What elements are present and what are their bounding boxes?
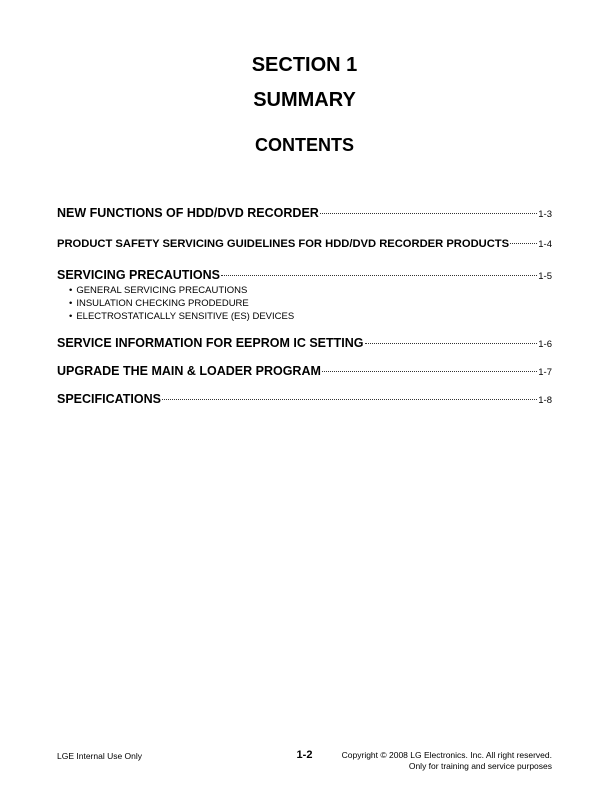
toc-entry-title: NEW FUNCTIONS OF HDD/DVD RECORDER <box>57 206 319 220</box>
toc-subitem-list <box>69 284 552 323</box>
summary-title: SUMMARY <box>253 89 356 111</box>
footer-internal-use: LGE Internal Use Only <box>57 751 143 761</box>
section-title: SECTION 1 <box>251 54 358 76</box>
toc-group-servicing-precautions <box>57 268 552 323</box>
toc-subitem-label: ELECTROSTATICALLY SENSITIVE (ES) DEVICES <box>76 311 295 322</box>
bullet-icon: • <box>69 285 73 296</box>
copyright-line-1: Copyright © 2008 LG Electronics. Inc. All right reserved. <box>341 750 552 760</box>
bullet-icon: • <box>69 298 73 309</box>
toc-entry-page: 1-4 <box>538 239 552 250</box>
toc-entry-page: 1-6 <box>538 339 552 350</box>
toc-entry-page: 1-5 <box>538 271 552 282</box>
toc-entry-specifications[interactable] <box>57 392 552 406</box>
toc-entry-servicing-precautions[interactable] <box>57 268 552 282</box>
toc-entry-new-functions[interactable] <box>57 206 552 220</box>
bullet-icon: • <box>69 311 73 322</box>
toc-subitem-label: INSULATION CHECKING PRODEDURE <box>76 298 249 309</box>
toc-entry-title: SERVICE INFORMATION FOR EEPROM IC SETTING <box>57 336 364 350</box>
toc-subitem[interactable] <box>69 297 552 310</box>
toc-entry-title: SPECIFICATIONS <box>57 392 161 406</box>
toc-entry-page: 1-7 <box>538 367 552 378</box>
toc-entry-product-safety[interactable] <box>57 238 552 250</box>
contents-title: CONTENTS <box>255 135 354 155</box>
toc-entry-title: PRODUCT SAFETY SERVICING GUIDELINES FOR HDD/DVD RECORDER PRODUCTS <box>57 238 510 250</box>
dot-leader <box>510 243 537 244</box>
copyright-line-2: Only for training and service purposes <box>408 761 552 771</box>
toc-subitem-label: GENERAL SERVICING PRECAUTIONS <box>76 285 248 296</box>
dot-leader <box>320 213 537 214</box>
toc-entry-page: 1-3 <box>538 209 552 220</box>
toc-entry-title: UPGRADE THE MAIN & LOADER PROGRAM <box>57 364 321 378</box>
toc-entry-upgrade[interactable] <box>57 364 552 378</box>
toc-entry-title: SERVICING PRECAUTIONS <box>57 268 220 282</box>
footer-page-number: 1-2 <box>296 749 313 761</box>
dot-leader <box>162 399 537 400</box>
dot-leader <box>221 275 537 276</box>
toc-subitem[interactable] <box>69 284 552 297</box>
dot-leader <box>322 371 537 372</box>
toc-subitem[interactable] <box>69 310 552 323</box>
toc-entry-eeprom[interactable] <box>57 336 552 350</box>
toc-entry-page: 1-8 <box>538 395 552 406</box>
dot-leader <box>365 343 538 344</box>
footer-copyright <box>342 750 552 772</box>
